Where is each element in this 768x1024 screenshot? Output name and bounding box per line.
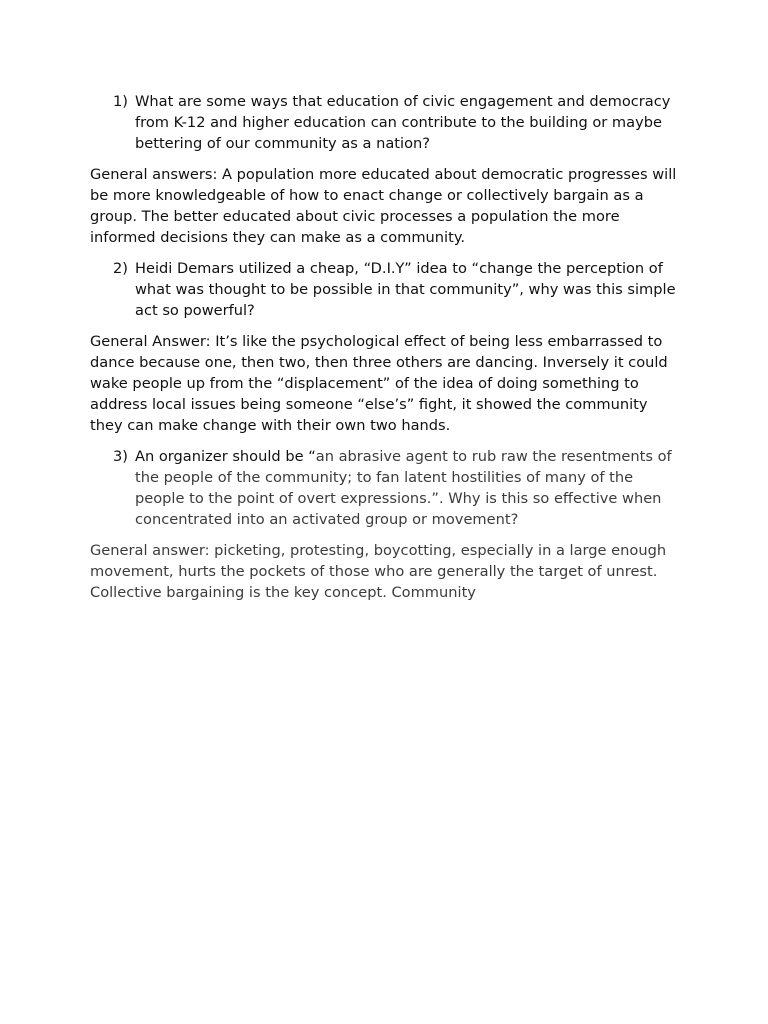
question-2 — [90, 258, 680, 321]
answer-1: General answers: A population more educated about democratic progresses will be more knowledgeable of how to enact change or collectively bargain as a group. The better educated about civic processes a population the more informed decisions they can make as a community. — [90, 166, 677, 246]
question-text: What are some ways that education of civic engagement and democracy from K-12 and higher education can contribute to the building or maybe bettering of our community as a nation? — [135, 93, 671, 152]
question-text: Heidi Demars utilized a cheap, “D.I.Y” idea to “change the perception of what was thought to be possible in that community”, why was this simple act so powerful? — [135, 260, 676, 319]
answer-3: General answer: picketing, protesting, boycotting, especially in a large enough movement, hurts the pockets of those who are generally the target of unrest. Collective bargaining is the key concept. Community — [90, 542, 667, 601]
question-number: 3) — [113, 448, 128, 465]
question-number: 2) — [113, 260, 128, 277]
question-number: 1) — [113, 93, 128, 110]
answer-2: General Answer: It’s like the psychological effect of being less embarrassed to dance because one, then two, then three others are dancing. Inversely it could wake people up from the “displacement” of the idea of doing something to address local issues being someone “else’s” fight, it showed the community they can make change with their own two hands. — [90, 333, 668, 434]
question-1 — [90, 91, 680, 154]
question-3 — [90, 446, 680, 530]
question-text-lead: An organizer should be “ — [135, 448, 316, 465]
document-page — [90, 91, 680, 613]
question-text-quote: an abrasive agent to rub raw the resentments of the people of the community; to fan latent hostilities of many of the people to the point of overt expressions.”. Why is this so effective when concentrated into an activated group or movement? — [135, 448, 672, 528]
question-text — [135, 446, 680, 530]
